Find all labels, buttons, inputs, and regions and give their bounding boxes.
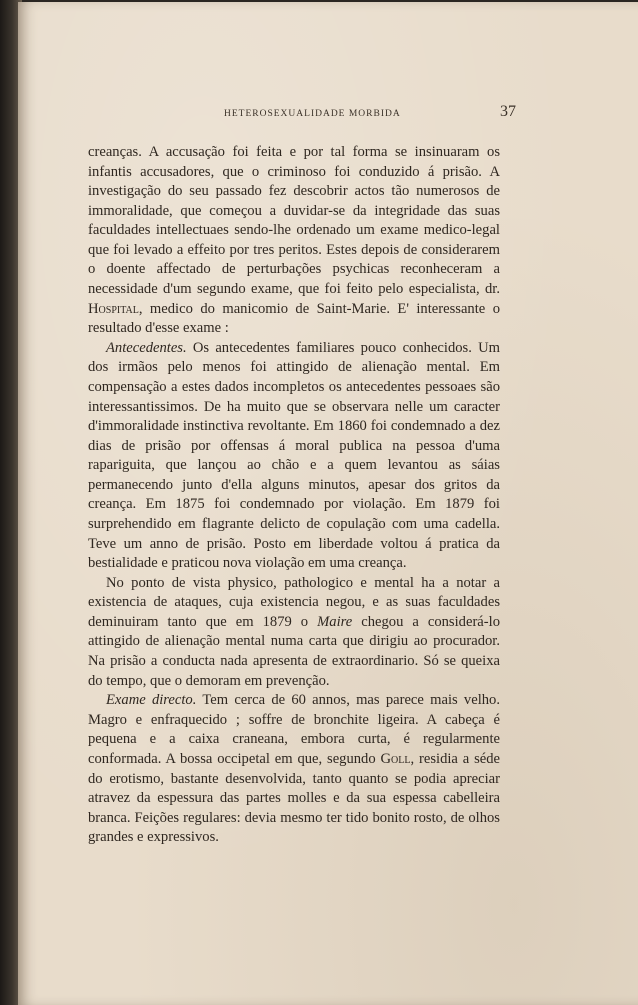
text-segment: Os antecedentes familiares pouco conhecidos. Um dos irmãos pelo menos foi attingido de alienação mental. Em compensação a estes dados incompletos os antecedentes pessoaes são interessantissimos. De ha muito que se observara nelle um caracter d'immoralidade instinctiva revoltante. Em 1860 foi condemnado a dez dias de prisão por offensas á moral publica na pessoa d'uma rapariguita, que lançou ao chão e a quem levantou as sáias permanecendo junto d'ella alguns minutos, apesar dos gritos da creança. Em 1875 foi condemnado por violação. Em 1879 foi surprehendido em flagrante delicto de copulação com uma cadella. Teve um anno de prisão. Posto em liberdade voltou á pratica da bestialidade e praticou nova violação em uma creança.: [88, 339, 500, 572]
body-text: [88, 143, 500, 848]
paragraph-1: [88, 143, 500, 339]
section-heading-exame-directo: Exame directo.: [106, 692, 197, 709]
text-segment: , residia a séde do erotismo, bastante desenvolvida, tanto quanto se podia apreciar atravez da espessura das partes molles e da sua espessa cabelleira branca. Feições regulares: devia mesmo ter tido bonito rosto, de olhos grandes e expressivos.: [88, 750, 501, 846]
text-segment: Tem cerca de 60 annos, mas parece mais velho. Magro e enfraquecido ; soffre de bronchite ligeira. A cabeça é pequena e a caixa craneana, embora curta, é regularmente conformada. A bossa occipetal em que, segundo: [88, 692, 500, 767]
page-number: 37: [500, 103, 516, 120]
running-title: HETEROSEXUALIDADE MORBIDA: [224, 109, 401, 119]
running-header: [108, 105, 518, 125]
text-segment: creanças. A accusação foi feita e por tal forma se insinuaram os infantis accusadores, que o criminoso foi conduzido á prisão. A investigação do seu passado fez descobrir actos tão numerosos de immoralidade, que começou a duvidar-se da integridade das suas faculdades intellectuaes sendo-lhe ordenado um exame medico-legal que foi levado a effeito por tres peritos. Estes depois de considerarem o doente affectado de perturbações psychicas reconheceram a necessidade d'um segundo exame, que foi feito pelo especialista, dr.: [88, 144, 500, 298]
text-segment: No ponto de vista physico, pathologico e mental ha a notar a existencia de ataques, cuja existencia negou, e as suas faculdades deminuiram tanto que em 1879 o: [88, 574, 500, 630]
paragraph-exame-directo: [88, 691, 500, 848]
text-segment: chegou a considerá-lo attingido de alienação mental numa carta que dirigiu ao procurador. Na prisão a conducta nada apresenta de extraordinario. Só se queixa do tempo, que o demoram em prevenção.: [88, 613, 500, 689]
italic-word-maire: Maire: [317, 613, 353, 630]
text-segment: , medico do manicomio de Saint-Marie. E' interessante o resultado d'esse exame :: [88, 300, 500, 337]
paragraph-antecedentes: [88, 339, 500, 574]
section-heading-antecedentes: Antecedentes.: [106, 339, 187, 356]
paragraph-physical-mental: [88, 574, 500, 691]
author-name-hospital: Hospital: [88, 300, 139, 317]
author-name-goll: Goll: [380, 750, 411, 767]
